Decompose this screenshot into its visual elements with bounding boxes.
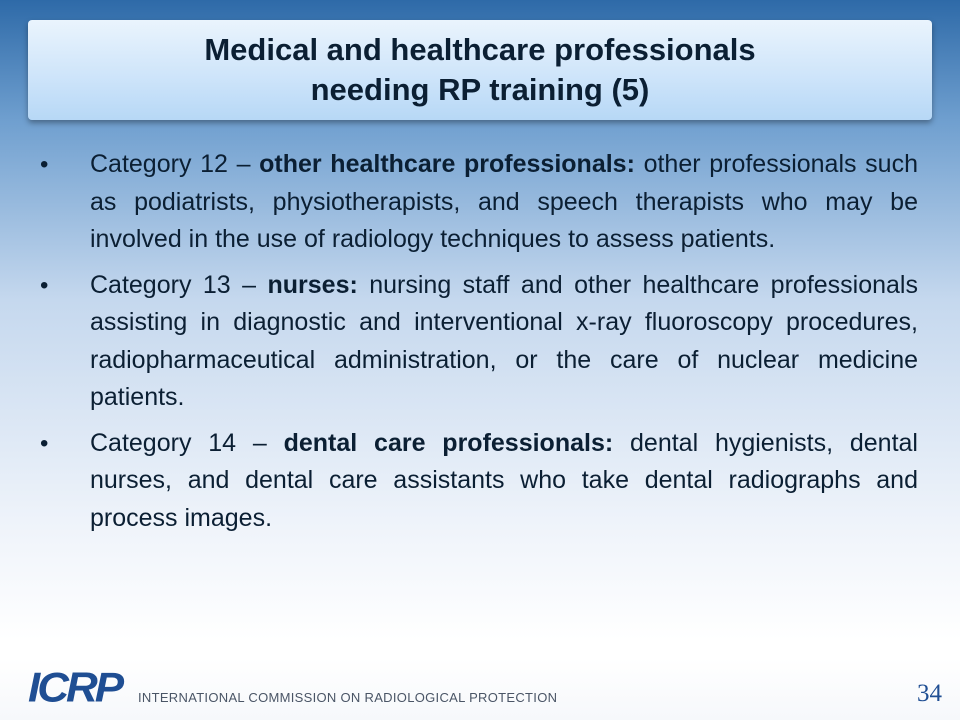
bullet-lead: Category 12 – xyxy=(90,150,260,178)
bullet-description: nursing staff and other healthcare professionals assisting in diagnostic and interventional x-ray fluoroscopy procedures, radiopharmaceutical administration, or the care of nuclear medicine patients. xyxy=(90,270,918,411)
icrp-logo xyxy=(28,664,122,711)
bullet-icon: • xyxy=(40,271,49,299)
bullet-icon: • xyxy=(40,429,49,457)
bullet-item-category-12 xyxy=(40,146,918,259)
bullet-lead: Category 13 – xyxy=(90,270,268,299)
bullet-item-category-14 xyxy=(40,425,918,538)
organization-name: INTERNATIONAL COMMISSION ON RADIOLOGICAL PROTECTION xyxy=(138,690,558,705)
slide-footer xyxy=(0,658,960,720)
bullet-text xyxy=(90,425,918,538)
bullet-list xyxy=(40,146,918,545)
bullet-item-category-13 xyxy=(40,267,918,417)
slide-title-box xyxy=(28,20,932,120)
icrp-logo-text: ICRP xyxy=(28,664,122,711)
bullet-bold-term: nurses: xyxy=(267,270,358,299)
bullet-text xyxy=(90,146,918,259)
bullet-bold-term: other healthcare professionals: xyxy=(259,150,635,178)
page-number: 34 xyxy=(917,680,942,707)
bullet-description: other professionals such as podiatrists, physiotherapists, and speech therapists who may be involved in the use of radiology techniques to assess patients. xyxy=(90,150,918,253)
slide-title-line-2: needing RP training (5) xyxy=(310,72,650,107)
bullet-text xyxy=(90,267,918,417)
bullet-icon: • xyxy=(40,151,49,178)
bullet-description: dental hygienists, dental nurses, and dental care assistants who take dental radiographs and process images. xyxy=(90,428,918,532)
bullet-bold-term: dental care professionals: xyxy=(283,428,614,457)
bullet-lead: Category 14 – xyxy=(90,428,284,457)
slide-title-line-1: Medical and healthcare professionals xyxy=(204,32,756,67)
